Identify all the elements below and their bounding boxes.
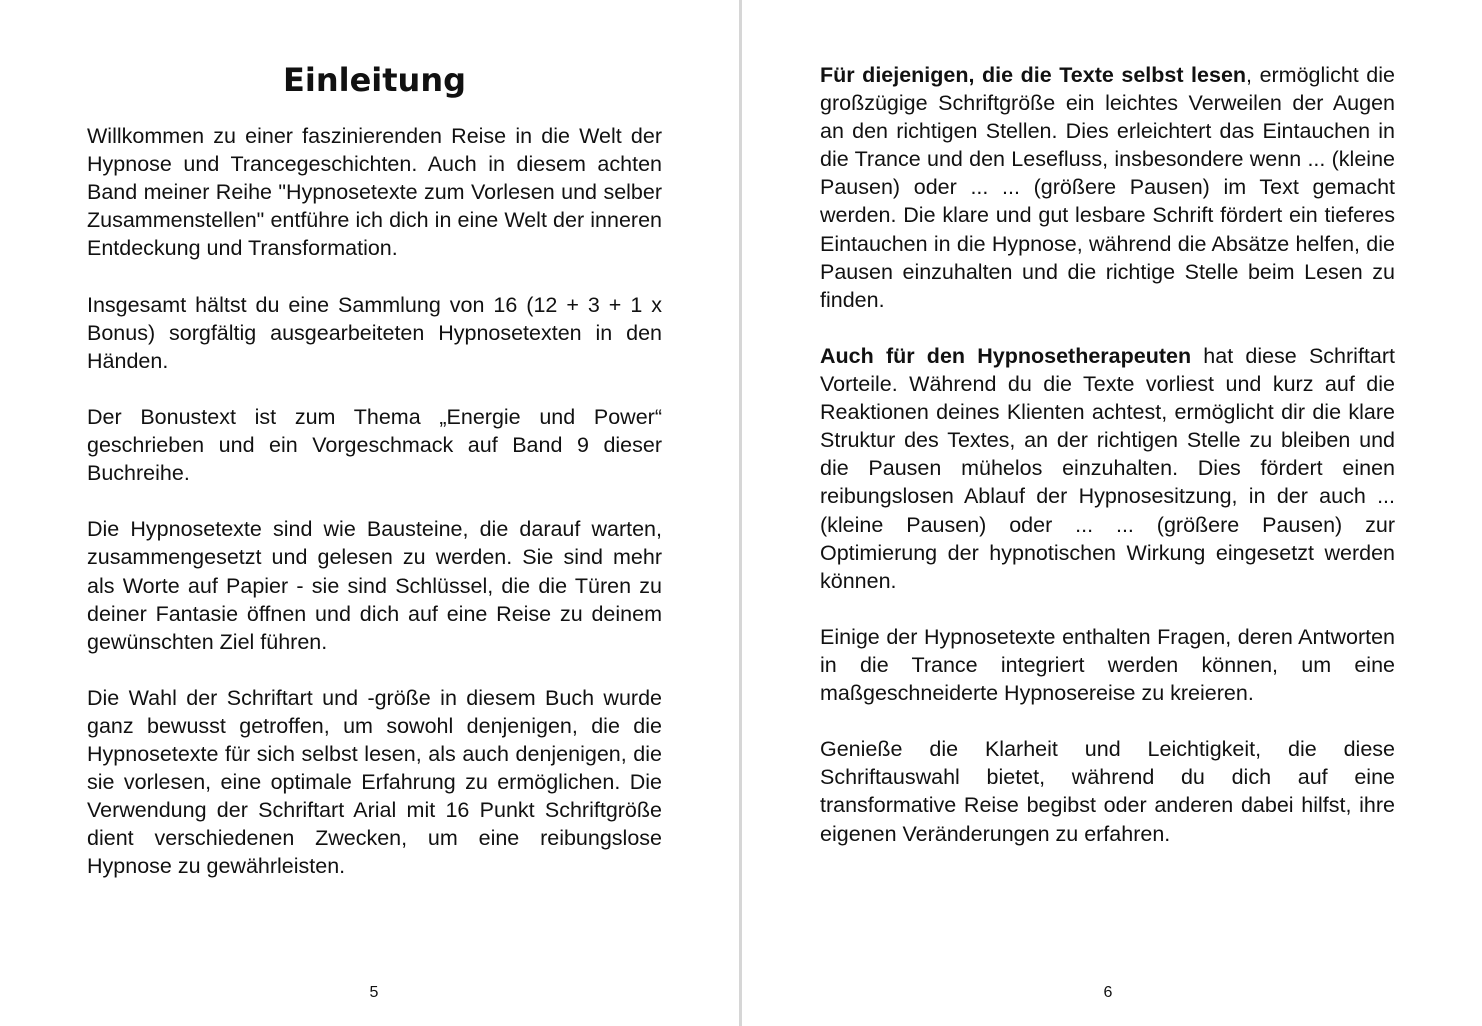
left-page <box>0 0 740 1026</box>
paragraph-bonus: Der Bonustext ist zum Thema „Energie und Power“ geschrieben und ein Vorgeschmack auf Band 9 dieser Buchreihe. <box>87 404 662 486</box>
paragraph-text: hat diese Schriftart Vorteile. Während du die Texte vorliest und kurz auf die Reaktionen deines Klienten achtest, ermöglicht dir die klare Struktur des Textes, an der richtigen Stelle zu bleiben und die Pausen mühelos einzuhalten. Dies fördert einen reibungslosen Ablauf der Hypnosesitzung, in der auch ... (kleine Pausen) oder ... ... (größere Pausen) zur Optimierung der hypnotischen Wirkung eingesetzt werden können. <box>820 343 1395 593</box>
bold-lead: Auch für den Hypnosetherapeuten <box>820 343 1192 368</box>
paragraph-collection: Insgesamt hältst du eine Sammlung von 16 (12 + 3 + 1 x Bonus) sorgfältig ausgearbeiteten Hypnosetexten in den Händen. <box>87 292 662 373</box>
paragraph-building-blocks: Die Hypnosetexte sind wie Bausteine, die darauf warten, zusammengesetzt und gelesen zu werden. Sie sind mehr als Worte auf Papier - sie sind Schlüssel, die die Türen zu deiner Fantasie öffnen und dich auf eine Reise zu deinem gewünschten Ziel führen. <box>87 517 662 654</box>
paragraph-font-choice: Die Wahl der Schriftart und -größe in diesem Buch wurde ganz bewusst getroffen, um sowohl denjenigen, die die Hypnosetexte für sich selbst lesen, als auch denjenigen, die sie vorlesen, eine optimale Erfahrung zu ermöglichen. Die Verwendung der Schriftart Arial mit 16 Punkt Schriftgröße dient verschiedenen Zwecken, um eine reibungslose Hypnose zu gewährleisten. <box>87 685 662 879</box>
page-number: 6 <box>1103 984 1113 1001</box>
page-title: Einleitung <box>282 61 466 99</box>
page-number: 5 <box>369 984 379 1001</box>
right-page <box>742 0 1482 1026</box>
paragraph-questions: Einige der Hypnosetexte enthalten Fragen, deren Antworten in die Trance integriert werden können, um eine maßgeschneiderte Hypnosereise zu kreieren. <box>820 624 1395 706</box>
paragraph-self-readers <box>820 61 1395 314</box>
bold-lead: Für diejenigen, die die Texte selbst lesen <box>820 63 1247 87</box>
paragraph-welcome: Willkommen zu einer faszinierenden Reise in die Welt der Hypnose und Trancegeschichten. Auch in diesem achten Band meiner Reihe "Hypnosetexte zum Vorlesen und selber Zusammenstellen" entführe ich dich in eine Welt der inneren Entdeckung und Transformation. <box>87 124 662 261</box>
left-page-body <box>87 122 662 909</box>
paragraph-therapists <box>820 342 1395 595</box>
paragraph-enjoy: Genieße die Klarheit und Leichtigkeit, die diese Schriftauswahl bietet, während du dich auf eine transformative Reise begibst oder anderen dabei hilfst, ihre eigenen Veränderungen zu erfahren. <box>820 737 1395 846</box>
paragraph-text: , ermöglicht die großzügige Schriftgröße ein leichtes Verweilen der Augen an den richtigen Stellen. Dies erleichtert das Eintauchen in die Trance und den Lesefluss, insbesondere wenn ... (kleine Pausen) oder ... ... (größere Pausen) im Text gemacht werden. Die klare und gut lesbare Schrift fördert ein tieferes Eintauchen in die Hypnose, während die Absätze helfen, die Pausen einzuhalten und die richtige Stelle beim Lesen zu finden. <box>820 63 1395 312</box>
right-page-body <box>820 61 1395 876</box>
